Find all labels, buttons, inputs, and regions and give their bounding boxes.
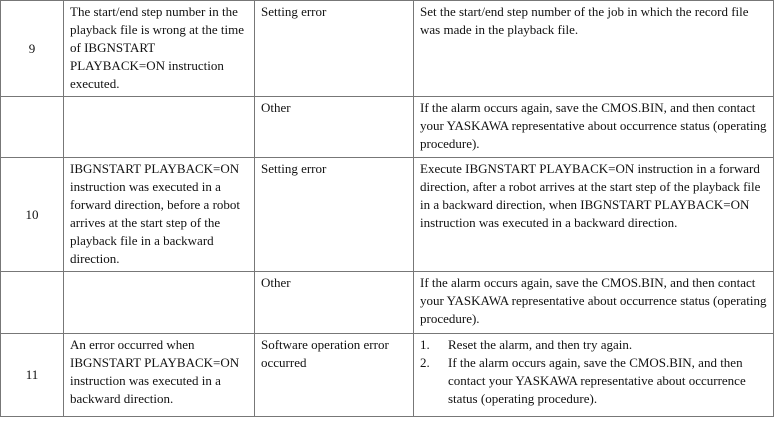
description-cell: The start/end step number in the playback file is wrong at the time of IBGNSTART PLAYBACK=ON instruction executed. [64, 1, 255, 97]
table-row [1, 272, 774, 334]
table-row [1, 97, 774, 158]
cause-cell: Software operation error occurred [255, 334, 414, 417]
step-text: Reset the alarm, and then try again. [448, 337, 633, 352]
row-number: 11 [1, 334, 64, 417]
row-number: 10 [1, 158, 64, 272]
cause-cell: Other [255, 272, 414, 334]
cause-cell: Other [255, 97, 414, 158]
row-number [1, 272, 64, 334]
remedy-cell: If the alarm occurs again, save the CMOS.BIN, and then contact your YASKAWA representative about occurrence status (operating procedure). [414, 97, 774, 158]
row-number: 9 [1, 1, 64, 97]
remedy-cell: Execute IBGNSTART PLAYBACK=ON instruction in a forward direction, after a robot arrives at the start step of the playback file in a backward direction, when IBGNSTART PLAYBACK=ON instruction was executed in a backward direction. [414, 158, 774, 272]
cause-cell: Setting error [255, 1, 414, 97]
table-row [1, 158, 774, 272]
table-row [1, 334, 774, 417]
remedy-cell [414, 334, 774, 417]
remedy-step [420, 336, 767, 354]
cause-cell: Setting error [255, 158, 414, 272]
row-number [1, 97, 64, 158]
remedy-step [420, 354, 767, 408]
description-cell: IBGNSTART PLAYBACK=ON instruction was executed in a forward direction, before a robot arrives at the start step of the playback file in a backward direction. [64, 158, 255, 272]
table-row [1, 1, 774, 97]
step-number: 1. [420, 337, 430, 352]
remedy-cell: If the alarm occurs again, save the CMOS.BIN, and then contact your YASKAWA representative about occurrence status (operating procedure). [414, 272, 774, 334]
step-number: 2. [420, 355, 430, 370]
description-cell: An error occurred when IBGNSTART PLAYBACK=ON instruction was executed in a backward direction. [64, 334, 255, 417]
step-text: If the alarm occurs again, save the CMOS.BIN, and then contact your YASKAWA representative about occurrence status (operating procedure). [448, 355, 746, 406]
remedy-cell: Set the start/end step number of the job in which the record file was made in the playback file. [414, 1, 774, 97]
description-cell [64, 272, 255, 334]
description-cell [64, 97, 255, 158]
